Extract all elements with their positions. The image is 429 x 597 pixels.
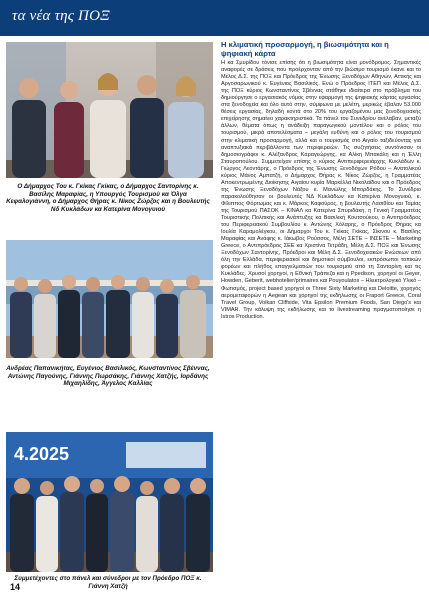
photo-panel-group [6, 240, 213, 358]
article [221, 40, 421, 321]
photo-caption-panel: Ανδρέας Παπανικήτας, Ευγένιος Βασιλικός, Κωνσταντίνος Σβέννας, Αντώνης Παγούνης, Γιάννης Πωρσάκης, Γιάννης Χατζής, Ιορδάνης Μιχαηλίδης, Άγγελος Καλλίας [6, 365, 210, 388]
photo-officials [6, 42, 213, 178]
article-body: Η κα Σμυρίδου τόνισε επίσης ότι η βιωσιμότητα είναι μονόδρομος. Σημαντικές αναφορές σε δράσεις που προέρχονταν από την βιώσιμο τουρισμό έκανε και το Μέλος Δ.Σ. της ΠΟΞ και Πρόεδρος της Ένωσης Ξενοδόχων Αθηνών, Αττικής και Αργοσαρωνικού κ. Ευγένιος Βασιλικός. Ενώ ο Πρόεδρος ΙΤΕΠ και Μέλος Δ.Σ. της ΠΟΞ κύριος Κωνσταντίνος Σβέννας στάθηκε ιδιαίτερα στο πρόβλημα του δημιούργησε ο εργασιακός νόμος στην εφαρμογή της ψηφιακής κάρτας εργασίας στα ξενοδοχεία και όλο αυτό στην, σύμφωνα με μελέτη, μερικώς έβαλαν 53.000 θέσεις εργασίας, δηλαδή κοντά στο 20% του εργαζομένου μας ξενοδοχειακής επιχείρησης σημαίνει χαρακτηριστικά. Τα πάνελ του Συνεδρίου ανέλαβαν, μεταξύ άλλων, θέματα όπως η ανάδειξη παραγωγικού μοντέλου και ο ρόλος του τουρισμού, μικρά αποτελέσματα – μεγάλη ευθύνη και ο ρόλος του τουρισμού στην κλιματική προσαρμογή, αλλά και ο τουρισμός στο Αιγαίο ταξιδεύοντας για αναπτυξιακά περιβάλλοντα των περιφερειών. Τις συζητήσεις συντόνισαν οι δημοσιογράφοι κ. Αλέξανδρος Καραγεώργης, κα Αλίκη Μπακάλη και η Έλλη Σταυροπούλου. Συμμετείχαν επίσης ο κύριος Αντιπεριφερειάρχης Κυκλάδων κ. Γιώργος Λεοντάρης, ο Πρόεδρος της Ένωσης Ξενοδόχων Ρόδου – Ανατολικού κύριος Μάνος Αμπατζή, ο Δήμαρχος Θήρας κ. Νίκος Ζώρζος, η Γραμματέας Αποκεντρωμένης Διοίκησης Αιγαίου κυρία Μαρκέλλα Νικολαΐδου και ο Πρόεδρος της Ένωσης Ξενοδόχων Νάξου κ. Μανώλης Μπορδάκης. Το Συνέδριο παρακολούθησαν οι βουλευτές ΝΔ Κυκλάδων κα Κατερίνα Μονογυιού, κ. Φίλιππος Φόρτωμας και κ. Μάρκος Καφούρος, η βουλευτής Λασιθίου και Ταμίας της Τουρισμού ΠΑΣΟΚ – ΚΙΝΑΛ κα Κατερίνα Σπυριδάκη, η Γενική Γραμματέας Τουριστικής Πολιτικής και Ανάπτυξης κα Βασιλική Κουτσούκου, ο Αντιπρόεδρος του Περιφερειακού Συμβουλίου κ. Αντώνης Χόλαρης, ο Πρόεδρος Θήρας κα Ιουλία Καραμολέγκου, οι Δήμαρχοι Του κ. Γκίκας Γκίκας, Σίκινου κ. Βασίλης Μαραφίας και Ανάφης κ. Ιάκωβος Ρούσσος, Μέλη ΣΕΤΕ – ΙΝΣΕΤΕ – Marketing Greece, ο Αντιπρόεδρος ΣΕΕ κα Χριστίνα Τετράδη, Μέλη Δ.Σ. ΠΟΞ και Ένωσης Ξενοδόχων Σαντορίνης, Πρόεδροι και Μέλη Δ.Σ. Ξενοδοχειακών Ενώσεων από όλη την Ελλάδα, περιφερειακοί και δημοτικοί σύμβουλοι, εκπρόσωποι τοπικών φορέων και πλήθος επαγγελματιών του τουρισμού από τη Σαντορίνη και τις Κυκλάδες. Χρυσοί χορηγοί, η Εθνική Τράπεζα και η Ppedison, χορηγοί οι Geyer, Howden, Geberit, webhotelier/primaires και Pouyoulatos – Ηλεκτρολογικό Υλικό – Φωτισμός, project based χορηγοί οι Three Sixty Marketing και Deloitte, χορηγός αερομεταφορών η Aegean και χορηγοί της εκδήλωσης οι Fraport Greece, Coral Travel Group, Volkan Cliffside, Vita Epsilon Premium Foods, San Diego's και VIMAR. Την κάλυψη της εκδήλωσης και το livestreaming πραγματοποίησε η Istros Production. [221, 60, 421, 320]
section-header [0, 0, 429, 36]
section-title: τα νέα της ΠΟΞ [12, 8, 110, 24]
svg-text:4.2025: 4.2025 [14, 444, 70, 464]
photo-participants [6, 432, 213, 572]
article-title: Η κλιματική προσαρμογή, η βιωσιμότητα και η ψηφιακή κάρτα [221, 40, 389, 58]
page-number: 14 [10, 582, 21, 592]
photo-caption-officials: Ο Δήμαρχος Του κ. Γκίκας Γκίκας, ο Δήμαρχος Σαντορίνης κ. Βασίλης Μαραφίας, η Υπουργός Τουρισμού κα Όλγα Κεφαλογιάννη, ο Δήμαρχος Θήρας κ. Νίκος Ζώρζος και η Βουλευτής Νδ Κυκλάδων κα Κατερίνα Μονογυιού [6, 183, 210, 213]
photo-caption-participants: Συμμετέχοντες στο πάνελ και σύνεδροι με τον Πρόεδρο ΠΟΞ κ. Γιάννη Χατζή [14, 575, 202, 590]
